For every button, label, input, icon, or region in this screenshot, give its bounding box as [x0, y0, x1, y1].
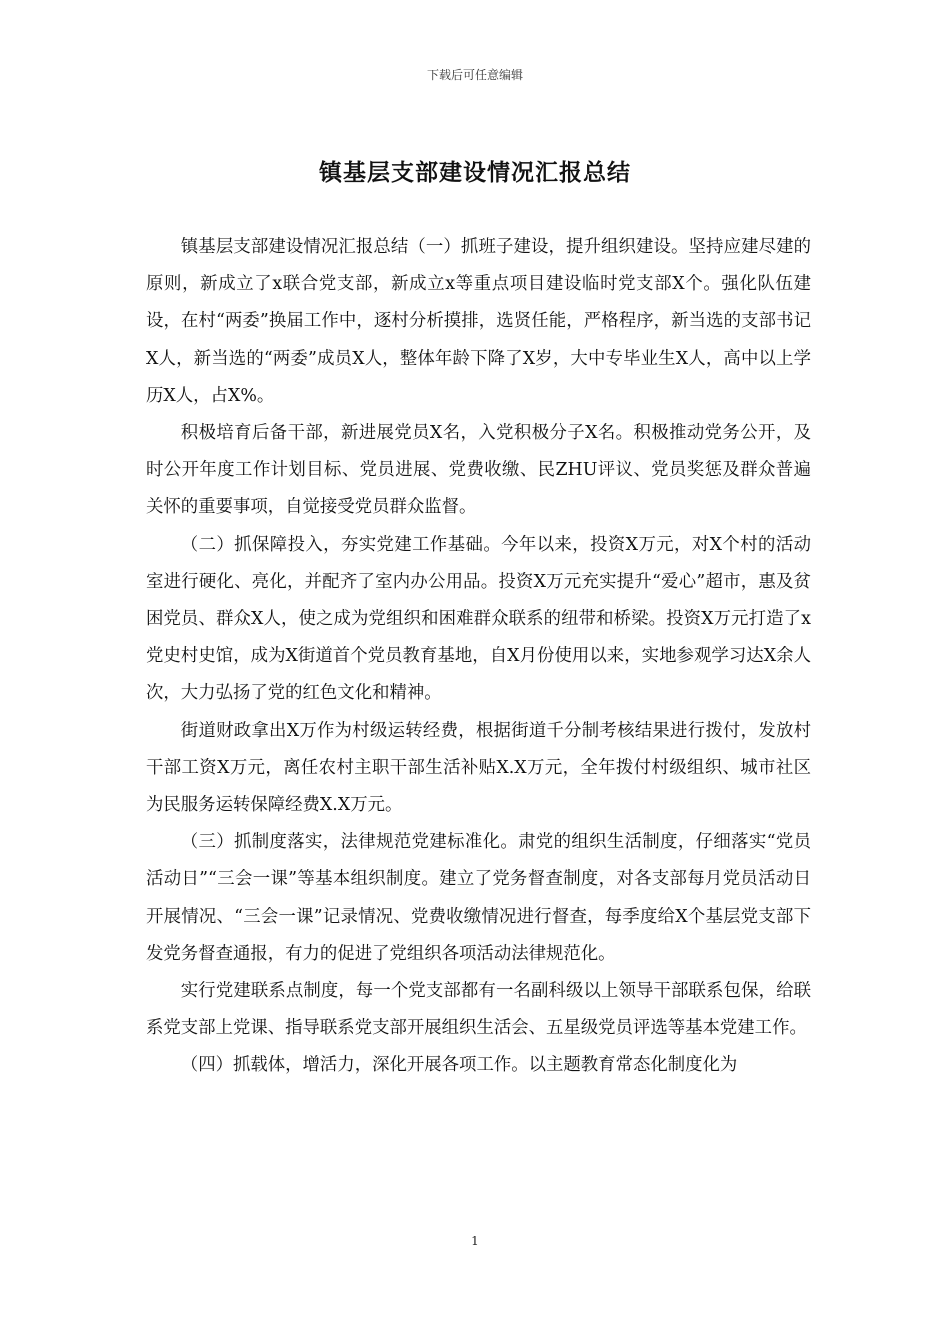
paragraph-4: 街道财政拿出X万作为村级运转经费，根据街道千分制考核结果进行拨付，发放村干部工资X万元，离任农村主职干部生活补贴X.X万元，全年拨付村级组织、城市社区为民服务运转保障经费X.X万元。 [146, 720, 811, 816]
paragraph-1: 镇基层支部建设情况汇报总结（一）抓班子建设，提升组织建设。坚持应建尽建的原则，新成立了x联合党支部，新成立x等重点项目建设临时党支部X个。强化队伍建设，在村“两委”换届工作中，逐村分析摸排，选贤任能，严格程序，新当选的支部书记X人，新当选的“两委”成员X人，整体年龄下降了X岁，大中专毕业生X人，高中以上学历X人，占X%。 [146, 237, 811, 406]
paragraph-2: 积极培育后备干部，新进展党员X名，入党积极分子X名。积极推动党务公开，及时公开年度工作计划目标、党员进展、党费收缴、民ZHU评议、党员奖惩及群众普遍关怀的重要事项，自觉接受党员群众监督。 [146, 423, 811, 518]
paragraph-5: （三）抓制度落实，法律规范党建标准化。肃党的组织生活制度，仔细落实“党员活动日”“三会一课”等基本组织制度。建立了党务督查制度，对各支部每月党员活动日开展情况、“三会一课”记录情况、党费收缴情况进行督查，每季度给X个基层党支部下发党务督查通报，有力的促进了党组织各项活动法律规范化。 [146, 832, 811, 964]
paragraph-3: （二）抓保障投入，夯实党建工作基础。今年以来，投资X万元，对X个村的活动室进行硬化、亮化，并配齐了室内办公用品。投资X万元充实提升“爱心”超市，惠及贫困党员、群众X人，使之成为党组织和困难群众联系的纽带和桥梁。投资X万元打造了x党史村史馆，成为X街道首个党员教育基地，自X月份使用以来，实地参观学习达X余人次，大力弘扬了党的红色文化和精神。 [146, 534, 811, 704]
paragraph-6: 实行党建联系点制度，每一个党支部都有一名副科级以上领导干部联系包保，给联系党支部上党课、指导联系党支部开展组织生活会、五星级党员评选等基本党建工作。 [146, 981, 811, 1039]
document-body [146, 229, 811, 1085]
paragraph-7: （四）抓载体，增活力，深化开展各项工作。以主题教育常态化制度化为 [180, 1055, 738, 1076]
document-title: 镇基层支部建设情况汇报总结 [319, 159, 631, 186]
page-header-note: 下载后可任意编辑 [426, 68, 523, 82]
page-number: 1 [471, 1234, 479, 1248]
